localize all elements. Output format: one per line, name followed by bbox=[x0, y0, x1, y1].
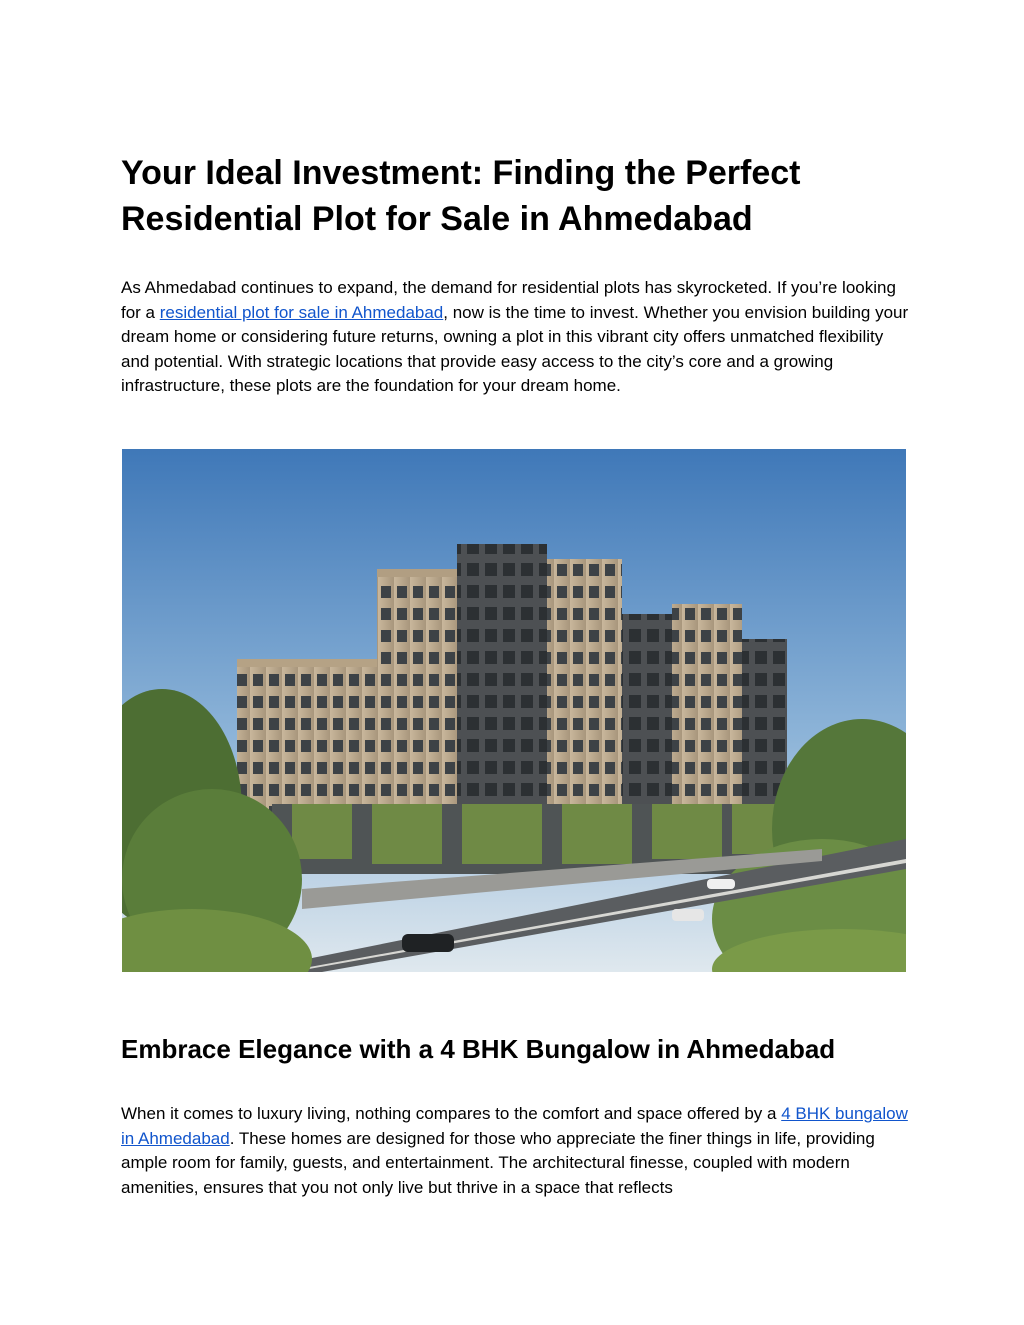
residential-plot-link[interactable]: residential plot for sale in Ahmedabad bbox=[159, 302, 444, 322]
intro-paragraph bbox=[121, 276, 911, 399]
bungalow-link[interactable]: 4 BHK bungalow in Ahmedabad bbox=[121, 1104, 908, 1148]
building-photo bbox=[122, 449, 906, 972]
bungalow-text-before-link: When it comes to luxury living, nothing compares to the comfort and space offered by a bbox=[121, 1104, 782, 1123]
page-title: Your Ideal Investment: Finding the Perfect Residential Plot for Sale in Ahmedabad bbox=[121, 154, 801, 238]
bungalow-paragraph bbox=[121, 1102, 911, 1200]
section-heading: Embrace Elegance with a 4 BHK Bungalow in Ahmedabad bbox=[121, 1034, 836, 1064]
intro-text-before-link: As Ahmedabad continues to expand, the demand for residential plots has skyrocketed. If you’re looking for a bbox=[121, 278, 896, 322]
intro-text-after-link: , now is the time to invest. Whether you envision building your dream home or considering future returns, owning a plot in this vibrant city offers unmatched flexibility and potential. With strategic locations that provide easy access to the city’s core and a growing infrastructure, these plots are the foundation for your dream home. bbox=[121, 302, 909, 395]
bungalow-text-after-link: . These homes are designed for those who appreciate the finer things in life, providing ample room for family, guests, and entertainment. The architectural finesse, coupled with modern amenities, ensures that you not only live but thrive in a space that reflects bbox=[121, 1128, 875, 1197]
